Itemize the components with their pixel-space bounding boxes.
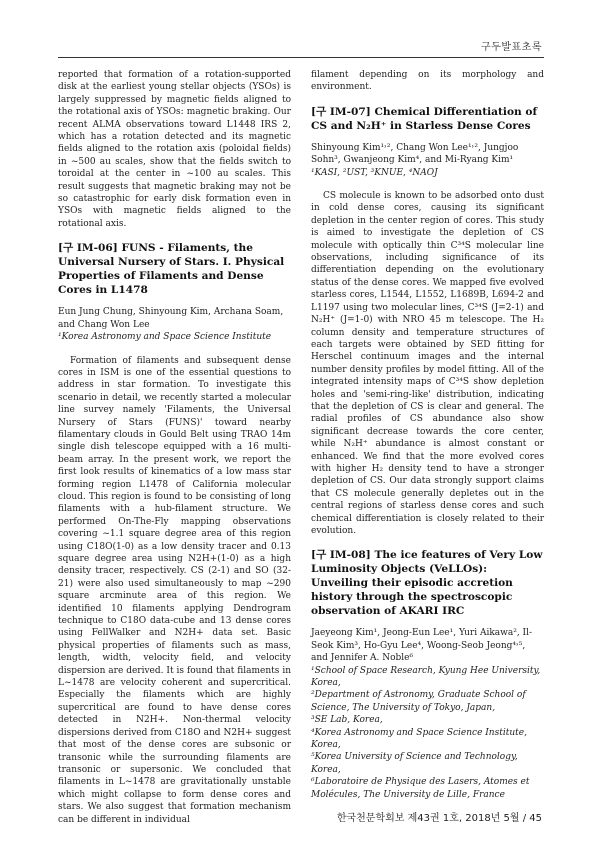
page-footer: 한국천문학회보 제43권 1호, 2018년 5월 / 45 bbox=[336, 813, 542, 824]
left-column bbox=[58, 69, 291, 826]
authors-im08: Jaeyeong Kim¹, Jeong-Eun Lee¹, Yuri Aikawa², Il-Seok Kim³, Ho-Gyu Lee⁴, Woong-Seob Jeong⁴˒⁵, and Jennifer A. Noble⁶ bbox=[311, 628, 533, 664]
continuation-paragraph-right: filament depending on its morphology and environment. bbox=[311, 70, 544, 93]
abstract-body-im06: Formation of filaments and subsequent dense cores in ISM is one of the essential questions to address in star formation. To investigate this scenario in detail, we recently started a molecular line survey namely 'Filaments, the Universal Nursery of Stars (FUNS)' toward nearby filamentary clouds in Gould Belt using TRAO 14m single dish telescope equipped with a 16 multi-beam array. In the present work, we report the first look results of kinematics of a low mass star forming region L1478 of California molecular cloud. This region is found to be consisting of long filaments with a hub-filament structure. We performed On-The-Fly mapping observations covering ~1.1 square degree area of this region using C18O(1-0) as a low density tracer and 0.13 square degree area using N2H+(1-0) as a high density tracer, respectively. CS (2-1) and SO (32-21) were also used simultaneously to map ~290 square arcminute area of this region. We identified 10 filaments applying Dendrogram technique to C18O data-cube and 13 dense cores using FellWalker and N2H+ data set. Basic physical properties of filaments such as mass, length, width, velocity field, and velocity dispersion are derived. It is found that filaments in L~1478 are velocity coherent and supercritical. Especially the filaments which are highly supercritical are found to have dense cores detected in N2H+. Non-thermal velocity dispersions derived from C18O and N2H+ suggest that most of the dense cores are subsonic or transonic while the surrounding filaments are transonic or supersonic. We concluded that filaments in L~1478 are gravitationally unstable which might collapse to form dense cores and stars. We also suggest that formation mechanism can be different in individual bbox=[58, 355, 291, 825]
authors-im06: Eun Jung Chung, Shinyoung Kim, Archana Soam, and Chang Won Lee bbox=[58, 307, 284, 330]
authors-im07: Shinyoung Kim¹˒², Chang Won Lee¹˒², Jungjoo Sohn³, Gwanjeong Kim⁴, and Mi-Ryang Kim¹ bbox=[311, 142, 519, 166]
continuation-paragraph: reported that formation of a rotation-supported disk at the earliest young stellar objects (YSOs) is largely suppressed by magnetic fields aligned to the rotational axis of YSOs: magnetic braking. Our recent ALMA observations toward L1448 IRS 2, which has a rotation detected and its magnetic fields aligned to the rotation axis (poloidal fields) in ~500 au scales, show that the fields switch to toroidal at the center in ~100 au scales. This result suggests that magnetic braking may not be so catastrophic for early disk formation even in YSOs with magnetic fields aligned to the rotational axis. bbox=[58, 70, 291, 229]
abstract-body-im07: CS molecule is known to be adsorbed onto dust in cold dense cores, causing its significant depletion in the center region of cores. This study is aimed to investigate the depletion of CS molecule with optically thin C³⁴S molecular line observations, including significance of its differentiation depending on the evolutionary status of the dense cores. We mapped five evolved starless cores, L1544, L1552, L1689B, L694-2 and L1197 using two molecular lines, C³⁴S (J=2-1) and N₂H⁺ (J=1-0) with NRO 45 m telescope. The H₂ column density and temperature structures of each targets were obtained by SED fitting for Herschel continuum images and the internal number density profiles by model fitting. All of the integrated intensity maps of C³⁴S show depletion holes and 'semi-ring-like' distribution, indicating that the depletion of CS is clear and general. The radial profiles of CS abundance also show significant decrease towards the core center, while N₂H⁺ abundance is almost constant or enhanced. We find that the more evolved cores with higher H₂ density tend to have a stronger depletion of CS. Our data strongly support claims that CS molecule generally depletes out in the central regions of starless dense cores and such chemical differentiation is closely related to their evolution. bbox=[311, 191, 544, 536]
affiliation-im08-5: ⁵Korea University of Science and Technology, Korea, bbox=[311, 752, 518, 775]
abstract-title-im07: [구 IM-07] Chemical Differentiation of CS and N₂H⁺ in Starless Dense Cores bbox=[311, 105, 538, 132]
affiliation-im08-6: ⁶Laboratoire de Physique des Lasers, Atomes et Molécules, The University de Lille, France bbox=[311, 777, 530, 800]
abstract-title-im06: [구 IM-06] FUNS - Filaments, the Universal Nursery of Stars. I. Physical Properties of Filaments and Dense Cores in L1478 bbox=[58, 242, 285, 297]
abstract-title-im08: [구 IM-08] The ice features of Very Low Luminosity Objects (VeLLOs): Unveiling their episodic accretion history through the spectroscopic observation of AKARI IRC bbox=[311, 549, 543, 618]
affiliation-im06: ¹Korea Astronomy and Space Science Institute bbox=[58, 332, 272, 343]
affiliation-im08-3: ³SE Lab, Korea, bbox=[311, 715, 383, 726]
affiliation-im07: ¹KASI, ²UST, ³KNUE, ⁴NAOJ bbox=[311, 167, 438, 178]
affiliation-im08-4: ⁴Korea Astronomy and Space Science Institute, Korea, bbox=[311, 727, 527, 751]
affiliation-im08-2: ²Department of Astronomy, Graduate School of Science, The University of Tokyo, Japan, bbox=[311, 690, 526, 713]
affiliation-im08-1: ¹School of Space Research, Kyung Hee University, Korea, bbox=[311, 665, 541, 689]
header-rule bbox=[58, 57, 544, 58]
section-header: 구두발표초록 bbox=[481, 42, 542, 53]
right-column bbox=[311, 69, 544, 801]
